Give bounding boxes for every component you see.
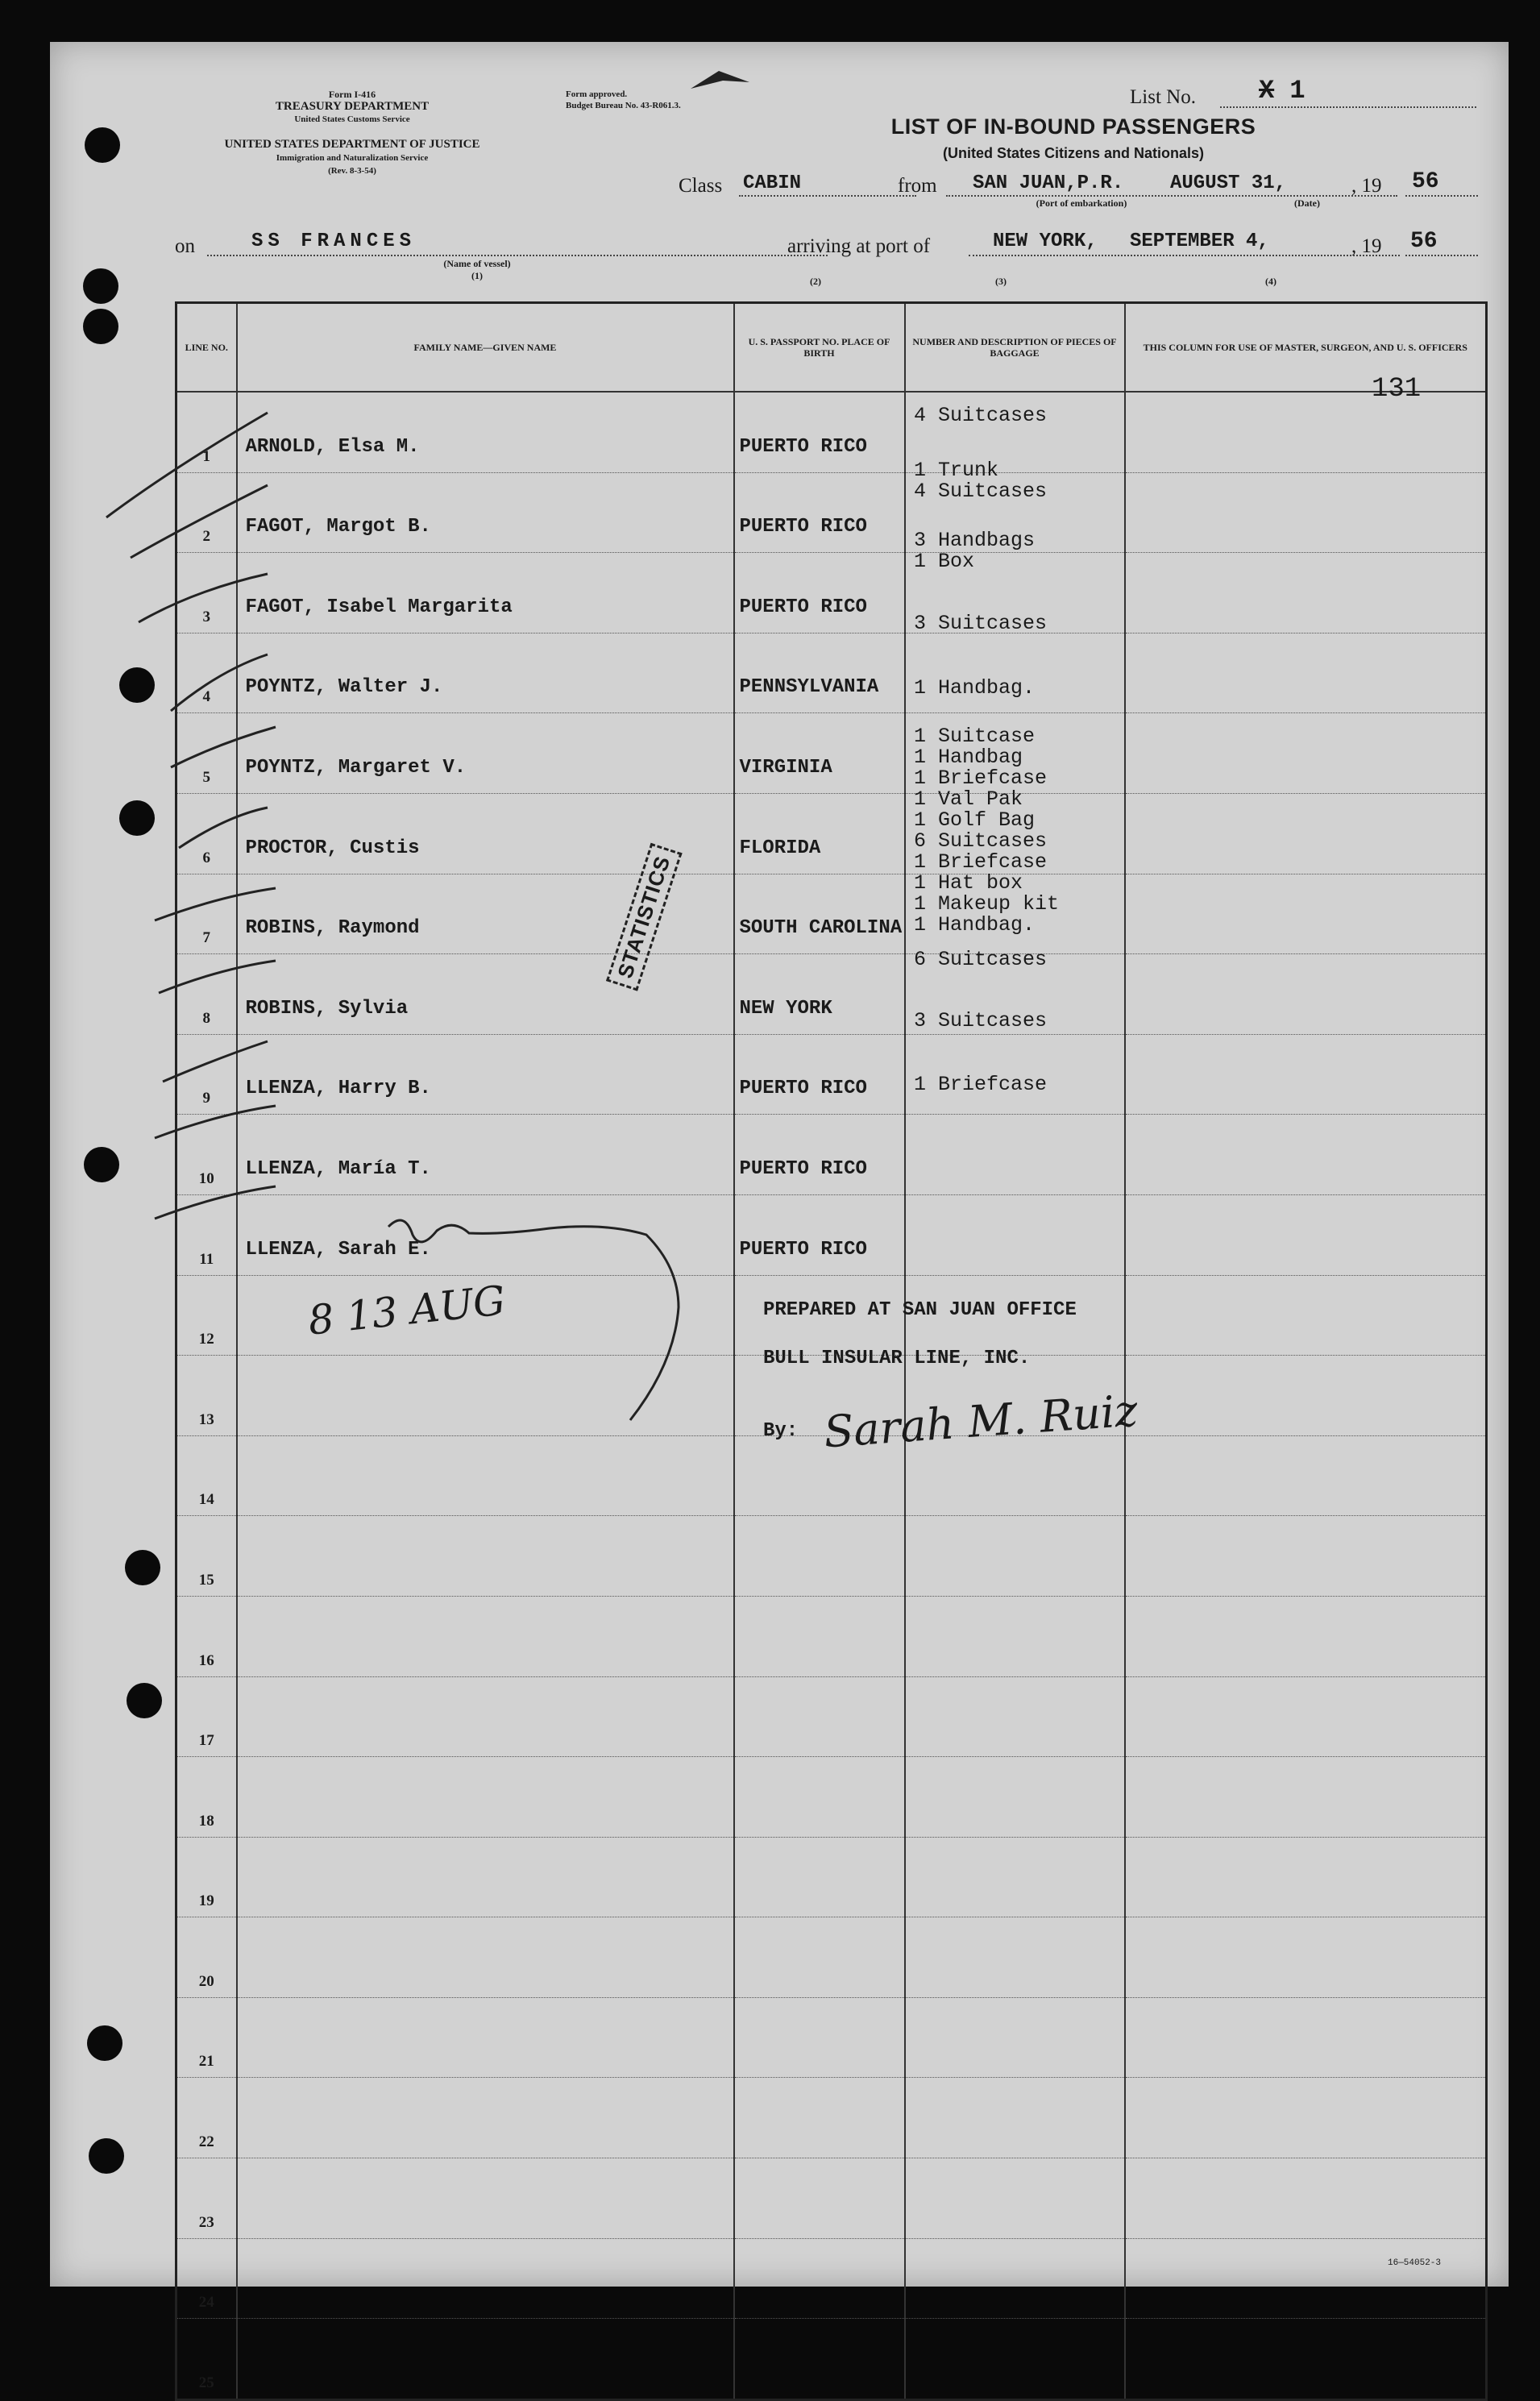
table-row <box>176 1757 1487 1838</box>
date-caption: (Date) <box>1294 197 1320 209</box>
birthplace-cell <box>734 1596 905 1676</box>
prepared-line-1: PREPARED AT SAN JUAN OFFICE <box>763 1299 1077 1321</box>
officer-cell <box>1125 1275 1487 1356</box>
line-number-cell: 22 <box>176 2078 237 2158</box>
passenger-name-cell <box>237 1435 734 1516</box>
binder-hole <box>119 667 155 703</box>
table-row <box>176 1917 1487 1998</box>
birthplace-cell <box>734 1997 905 2078</box>
table-row <box>176 1997 1487 2078</box>
line-number-cell: 11 <box>176 1194 237 1275</box>
binder-hole <box>85 127 120 163</box>
arriving-label: arriving at port of <box>787 235 931 257</box>
baggage-item: 3 Suitcases <box>914 612 1048 635</box>
passenger-name-cell <box>237 1837 734 1917</box>
birthplace-cell <box>734 2319 905 2400</box>
column-header-officers: THIS COLUMN FOR USE OF MASTER, SURGEON, AND U. S. OFFICERS <box>1125 303 1487 393</box>
table-row <box>176 1837 1487 1917</box>
baggage-item: 1 Golf Bag <box>914 808 1036 832</box>
passenger-name: POYNTZ, Walter J. <box>245 676 443 699</box>
birthplace-cell <box>734 713 905 794</box>
line-number-cell: 3 <box>176 553 237 633</box>
officer-cell <box>1125 1837 1487 1917</box>
department-of-justice: UNITED STATES DEPARTMENT OF JUSTICE <box>224 138 480 151</box>
birthplace-cell <box>734 1115 905 1195</box>
baggage-item: 1 Makeup kit <box>914 892 1060 916</box>
line-number-cell: 24 <box>176 2238 237 2319</box>
binder-hole <box>83 268 118 304</box>
officer-cell <box>1125 1034 1487 1115</box>
line-number-cell: 18 <box>176 1757 237 1838</box>
passenger-name-cell <box>237 1676 734 1757</box>
line-number-cell: 23 <box>176 2158 237 2239</box>
baggage-item: 1 Handbag. <box>914 676 1036 700</box>
statistics-stamp: STATISTICS <box>606 843 683 991</box>
arrival-year: 56 <box>1410 229 1438 254</box>
passenger-name: POYNTZ, Margaret V. <box>245 756 467 779</box>
prepared-line-2: BULL INSULAR LINE, INC. <box>763 1348 1031 1369</box>
line-number-cell: 14 <box>176 1435 237 1516</box>
birthplace-cell <box>734 2158 905 2239</box>
arrival-date: SEPTEMBER 4, <box>1130 231 1269 252</box>
line-number-cell: 15 <box>176 1516 237 1597</box>
passenger-name: ROBINS, Sylvia <box>245 997 409 1020</box>
baggage-item: 4 Suitcases <box>914 480 1048 503</box>
officer-cell <box>1125 1516 1487 1597</box>
passenger-name: FAGOT, Margot B. <box>245 516 431 538</box>
baggage-item: 1 Suitcase <box>914 725 1036 748</box>
place-of-birth: VIRGINIA <box>739 756 832 779</box>
birthplace-cell <box>734 1516 905 1597</box>
passenger-name-cell <box>237 2238 734 2319</box>
birthplace-cell <box>734 793 905 874</box>
place-of-birth: PUERTO RICO <box>739 516 867 538</box>
line-number-cell: 5 <box>176 713 237 794</box>
budget-bureau: Budget Bureau No. 43-R061.3. <box>566 101 681 110</box>
passenger-name: LLENZA, María T. <box>245 1157 431 1180</box>
baggage-column <box>899 42 1119 2287</box>
column-header-passport: U. S. PASSPORT NO. PLACE OF BIRTH <box>734 303 905 393</box>
passenger-name-cell <box>237 1757 734 1838</box>
footer-code: 16—54052-3 <box>1388 2258 1442 2268</box>
form-title: LIST OF IN-BOUND PASSENGERS <box>890 114 1256 139</box>
passenger-name-cell <box>237 1596 734 1676</box>
table-row <box>176 1596 1487 1676</box>
table-row <box>176 2238 1487 2319</box>
officer-cell <box>1125 1676 1487 1757</box>
table-row <box>176 1516 1487 1597</box>
column-header-baggage: NUMBER AND DESCRIPTION OF PIECES OF BAGGAGE <box>905 303 1125 393</box>
baggage-item: 1 Box <box>914 550 975 573</box>
baggage-item: 1 Trunk <box>914 459 999 482</box>
passenger-name-cell <box>237 1997 734 2078</box>
year-prefix: , 19 <box>1351 175 1382 197</box>
officer-cell <box>1125 1194 1487 1275</box>
passenger-name-cell <box>237 2319 734 2400</box>
by-label: By: <box>763 1420 799 1442</box>
line-number-cell: 16 <box>176 1596 237 1676</box>
year-prefix-2: , 19 <box>1351 235 1382 257</box>
line-number-cell: 19 <box>176 1837 237 1917</box>
baggage-item: 1 Handbag <box>914 746 1023 769</box>
binder-hole <box>87 2025 122 2061</box>
embarkation-caption: (Port of embarkation) <box>1036 197 1127 209</box>
officer-cell <box>1125 553 1487 633</box>
baggage-item: 3 Handbags <box>914 529 1036 552</box>
birthplace-cell <box>734 2078 905 2158</box>
place-of-birth: FLORIDA <box>739 837 821 859</box>
caption-2: (2) <box>810 276 821 287</box>
birthplace-cell <box>734 874 905 954</box>
passenger-name: PROCTOR, Custis <box>245 837 420 859</box>
passenger-name: LLENZA, Harry B. <box>245 1078 431 1100</box>
baggage-item: 4 Suitcases <box>914 404 1048 427</box>
signature: Sarah M. Ruiz <box>822 1385 1139 1458</box>
class-label: Class <box>679 175 723 197</box>
arrival-port: NEW YORK, <box>993 231 1098 252</box>
passenger-name: ROBINS, Raymond <box>245 917 420 940</box>
embarkation-year: 56 <box>1412 169 1439 194</box>
vessel-caption: (Name of vessel) <box>443 258 511 269</box>
baggage-item: 3 Suitcases <box>914 1009 1048 1032</box>
table-row <box>176 2158 1487 2239</box>
line-number-cell: 9 <box>176 1034 237 1115</box>
line-number-cell: 21 <box>176 1997 237 2078</box>
from-label: from <box>898 175 937 197</box>
place-of-birth: PENNSYLVANIA <box>739 676 879 699</box>
officer-cell <box>1125 2158 1487 2239</box>
form-subtitle: (United States Citizens and Nationals) <box>942 145 1205 161</box>
binder-hole <box>127 1683 162 1718</box>
form-number: Form I-416 <box>328 89 376 100</box>
officer-cell <box>1125 874 1487 954</box>
port-of-embarkation: SAN JUAN,P.R. <box>973 172 1124 194</box>
passenger-name-cell <box>237 2078 734 2158</box>
vessel-name: SS FRANCES <box>251 231 417 252</box>
officer-cell <box>1125 713 1487 794</box>
birthplace-cell <box>734 1194 905 1275</box>
place-of-birth: SOUTH CAROLINA <box>739 917 903 940</box>
officer-cell <box>1125 1435 1487 1516</box>
officer-cell <box>1125 1757 1487 1838</box>
birthplace-cell <box>734 553 905 633</box>
birthplace-cell <box>734 1917 905 1998</box>
birthplace-cell <box>734 1034 905 1115</box>
list-number-label: List No. <box>1130 86 1196 108</box>
pen-mark-icon <box>687 64 751 97</box>
binder-hole <box>83 309 118 344</box>
officer-cell <box>1125 1997 1487 2078</box>
handwritten-date: 8 13 AUG <box>305 1277 508 1344</box>
passenger-name: LLENZA, Sarah E. <box>245 1238 431 1261</box>
line-number-cell: 2 <box>176 472 237 553</box>
place-of-birth: NEW YORK <box>739 997 832 1020</box>
embarkation-date: AUGUST 31, <box>1170 172 1287 194</box>
baggage-item: 1 Val Pak <box>914 787 1023 811</box>
document-page <box>50 42 1509 2391</box>
line-number-cell: 25 <box>176 2319 237 2400</box>
officer-cell <box>1125 1596 1487 1676</box>
place-of-birth: PUERTO RICO <box>739 435 867 458</box>
binder-hole <box>84 1147 119 1182</box>
line-number-cell: 7 <box>176 874 237 954</box>
binder-hole <box>89 2138 124 2174</box>
list-number-value: X 1 <box>1259 76 1305 106</box>
line-number-cell: 10 <box>176 1115 237 1195</box>
birthplace-cell <box>734 1757 905 1838</box>
caption-4: (4) <box>1265 276 1276 287</box>
baggage-item: 1 Hat box <box>914 871 1023 895</box>
immigration-service: Immigration and Naturalization Service <box>276 153 429 163</box>
baggage-item: 6 Suitcases <box>914 948 1048 971</box>
baggage-item: 6 Suitcases <box>914 829 1048 853</box>
place-of-birth: PUERTO RICO <box>739 1157 867 1180</box>
officer-cell <box>1125 1917 1487 1998</box>
officer-cell <box>1125 2078 1487 2158</box>
birthplace-cell <box>734 954 905 1035</box>
officer-cell <box>1125 392 1487 472</box>
line-number-cell: 8 <box>176 954 237 1035</box>
passenger-name-cell <box>237 2158 734 2239</box>
table-row <box>176 2078 1487 2158</box>
officer-cell <box>1125 2238 1487 2319</box>
passenger-name-cell <box>237 1917 734 1998</box>
customs-service: United States Customs Service <box>294 114 410 124</box>
line-number-cell: 4 <box>176 633 237 713</box>
line-number-cell: 1 <box>176 392 237 472</box>
column-header-line: LINE NO. <box>176 303 237 393</box>
place-of-birth: PUERTO RICO <box>739 1238 867 1261</box>
officer-cell <box>1125 472 1487 553</box>
line-number-cell: 20 <box>176 1917 237 1998</box>
binder-hole <box>125 1550 160 1585</box>
line-number-cell: 12 <box>176 1275 237 1356</box>
officer-cell <box>1125 1115 1487 1195</box>
class-value: CABIN <box>743 172 802 194</box>
officer-cell <box>1125 633 1487 713</box>
passenger-name-cell <box>237 1516 734 1597</box>
table-row <box>176 1676 1487 1757</box>
birthplace-cell <box>734 2238 905 2319</box>
baggage-item: 1 Briefcase <box>914 850 1048 874</box>
form-approved: Form approved. <box>566 89 628 99</box>
baggage-item: 1 Briefcase <box>914 766 1048 790</box>
revision-date: (Rev. 8-3-54) <box>328 166 376 176</box>
line-number-cell: 13 <box>176 1356 237 1436</box>
table-row <box>176 2319 1487 2400</box>
place-of-birth: PUERTO RICO <box>739 1078 867 1100</box>
caption-3: (3) <box>995 276 1007 287</box>
officer-cell <box>1125 1356 1487 1436</box>
caption-1: (1) <box>471 270 483 281</box>
line-number-cell: 6 <box>176 793 237 874</box>
officer-note: 131 <box>1372 374 1422 405</box>
passenger-name: ARNOLD, Elsa M. <box>245 435 420 458</box>
passenger-name: FAGOT, Isabel Margarita <box>245 596 513 618</box>
column-header-name: FAMILY NAME—GIVEN NAME <box>237 303 734 393</box>
baggage-item: 1 Handbag. <box>914 913 1036 937</box>
baggage-cell <box>905 2319 1125 2400</box>
birthplace-cell <box>734 633 905 713</box>
birthplace-cell <box>734 472 905 553</box>
birthplace-cell <box>734 1676 905 1757</box>
officer-cell <box>1125 2319 1487 2400</box>
line-number-cell: 17 <box>176 1676 237 1757</box>
treasury-department: TREASURY DEPARTMENT <box>275 100 430 113</box>
place-of-birth: PUERTO RICO <box>739 596 867 618</box>
binder-hole <box>119 800 155 836</box>
officer-cell <box>1125 793 1487 874</box>
on-label: on <box>175 235 195 257</box>
officer-cell <box>1125 954 1487 1035</box>
birthplace-cell <box>734 392 905 472</box>
baggage-item: 1 Briefcase <box>914 1073 1048 1096</box>
birthplace-cell <box>734 1837 905 1917</box>
